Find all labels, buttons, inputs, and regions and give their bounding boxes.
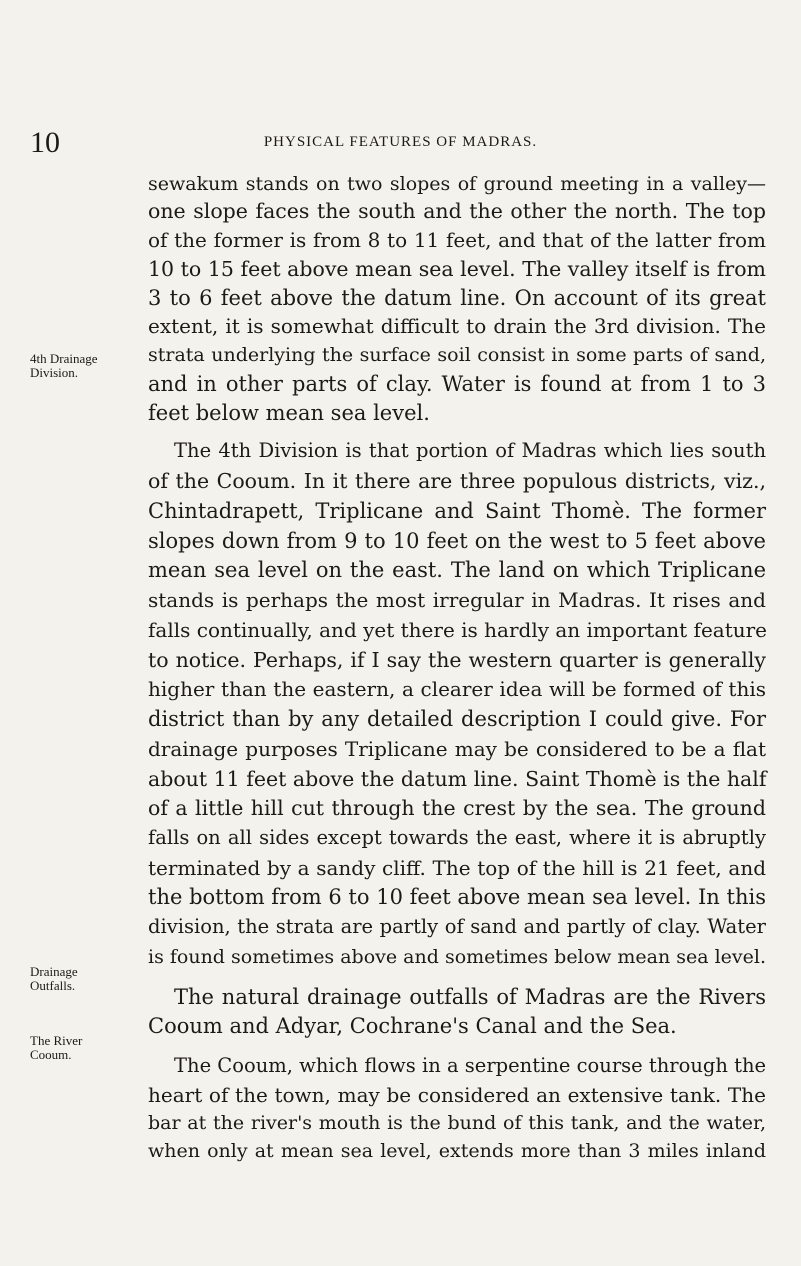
sidenote-drainage-outfalls <box>30 965 150 993</box>
body-line: stands is perhaps the most irregular in Madras. It rises and <box>148 588 766 612</box>
body-line: when only at mean sea level, extends more than 3 miles inland <box>148 1140 766 1162</box>
sidenote-line: 4th Drainage <box>30 351 98 366</box>
body-line: mean sea level on the east. The land on which Triplicane <box>148 558 766 582</box>
body-line: The Cooum, which flows in a serpentine course through the <box>174 1054 767 1077</box>
body-line: The 4th Division is that portion of Madras which lies south <box>174 439 766 462</box>
body-line: and in other parts of clay. Water is found at from 1 to 3 <box>148 372 766 396</box>
body-line: to notice. Perhaps, if I say the western quarter is generally <box>148 648 766 672</box>
body-line: falls on all sides except towards the east, where it is abruptly <box>148 826 766 849</box>
body-line: one slope faces the south and the other the north. The top <box>148 199 766 223</box>
sidenote-line: The River <box>30 1033 83 1048</box>
body-line: the bottom from 6 to 10 feet above mean sea level. In this <box>148 885 766 909</box>
sidenote-river-cooum <box>30 1034 150 1062</box>
body-line: heart of the town, may be considered an extensive tank. The <box>148 1083 766 1107</box>
sidenote-4th-drainage-division <box>30 352 150 380</box>
body-line: The natural drainage outfalls of Madras are the Rivers <box>174 985 766 1009</box>
body-line: strata underlying the surface soil consist in some parts of sand, <box>148 344 766 366</box>
page-number: 10 <box>30 126 60 159</box>
body-line: district than by any detailed description I could give. For <box>148 707 766 731</box>
body-line: falls continually, and yet there is hardly an important feature <box>148 618 768 642</box>
body-line: Chintadrapett, Triplicane and Saint Thomè. The former <box>148 499 766 523</box>
body-line: slopes down from 9 to 10 feet on the west to 5 feet above <box>148 529 766 553</box>
body-line: is found sometimes above and sometimes below mean sea level. <box>148 946 767 968</box>
body-line: extent, it is somewhat difficult to drain the 3rd division. The <box>148 314 766 338</box>
body-line: drainage purposes Triplicane may be considered to be a flat <box>148 737 766 761</box>
body-line: 3 to 6 feet above the datum line. On account of its great <box>148 286 766 310</box>
body-line: higher than the eastern, a clearer idea will be formed of this <box>148 677 766 701</box>
sidenote-line: Cooum. <box>30 1047 72 1062</box>
sidenote-line: Outfalls. <box>30 978 76 993</box>
body-line: feet below mean sea level. <box>148 401 430 425</box>
body-line: division, the strata are partly of sand and partly of clay. Water <box>148 915 766 938</box>
body-line: of the former is from 8 to 11 feet, and that of the latter from <box>148 228 766 252</box>
body-line: of the Cooum. In it there are three populous districts, viz., <box>148 469 766 493</box>
body-line: about 11 feet above the datum line. Saint Thomè is the half <box>148 767 767 791</box>
body-line: of a little hill cut through the crest by the sea. The ground <box>148 796 766 820</box>
body-line: sewakum stands on two slopes of ground meeting in a valley— <box>148 173 766 195</box>
sidenote-line: Division. <box>30 365 79 380</box>
running-head: PHYSICAL FEATURES OF MADRAS. <box>263 134 538 150</box>
body-line: Cooum and Adyar, Cochrane's Canal and the Sea. <box>148 1014 677 1038</box>
body-line: 10 to 15 feet above mean sea level. The valley itself is from <box>148 257 766 281</box>
sidenote-line: Drainage <box>30 964 78 979</box>
body-line: bar at the river's mouth is the bund of this tank, and the water, <box>148 1112 766 1134</box>
body-line: terminated by a sandy cliff. The top of the hill is 21 feet, and <box>148 856 766 880</box>
